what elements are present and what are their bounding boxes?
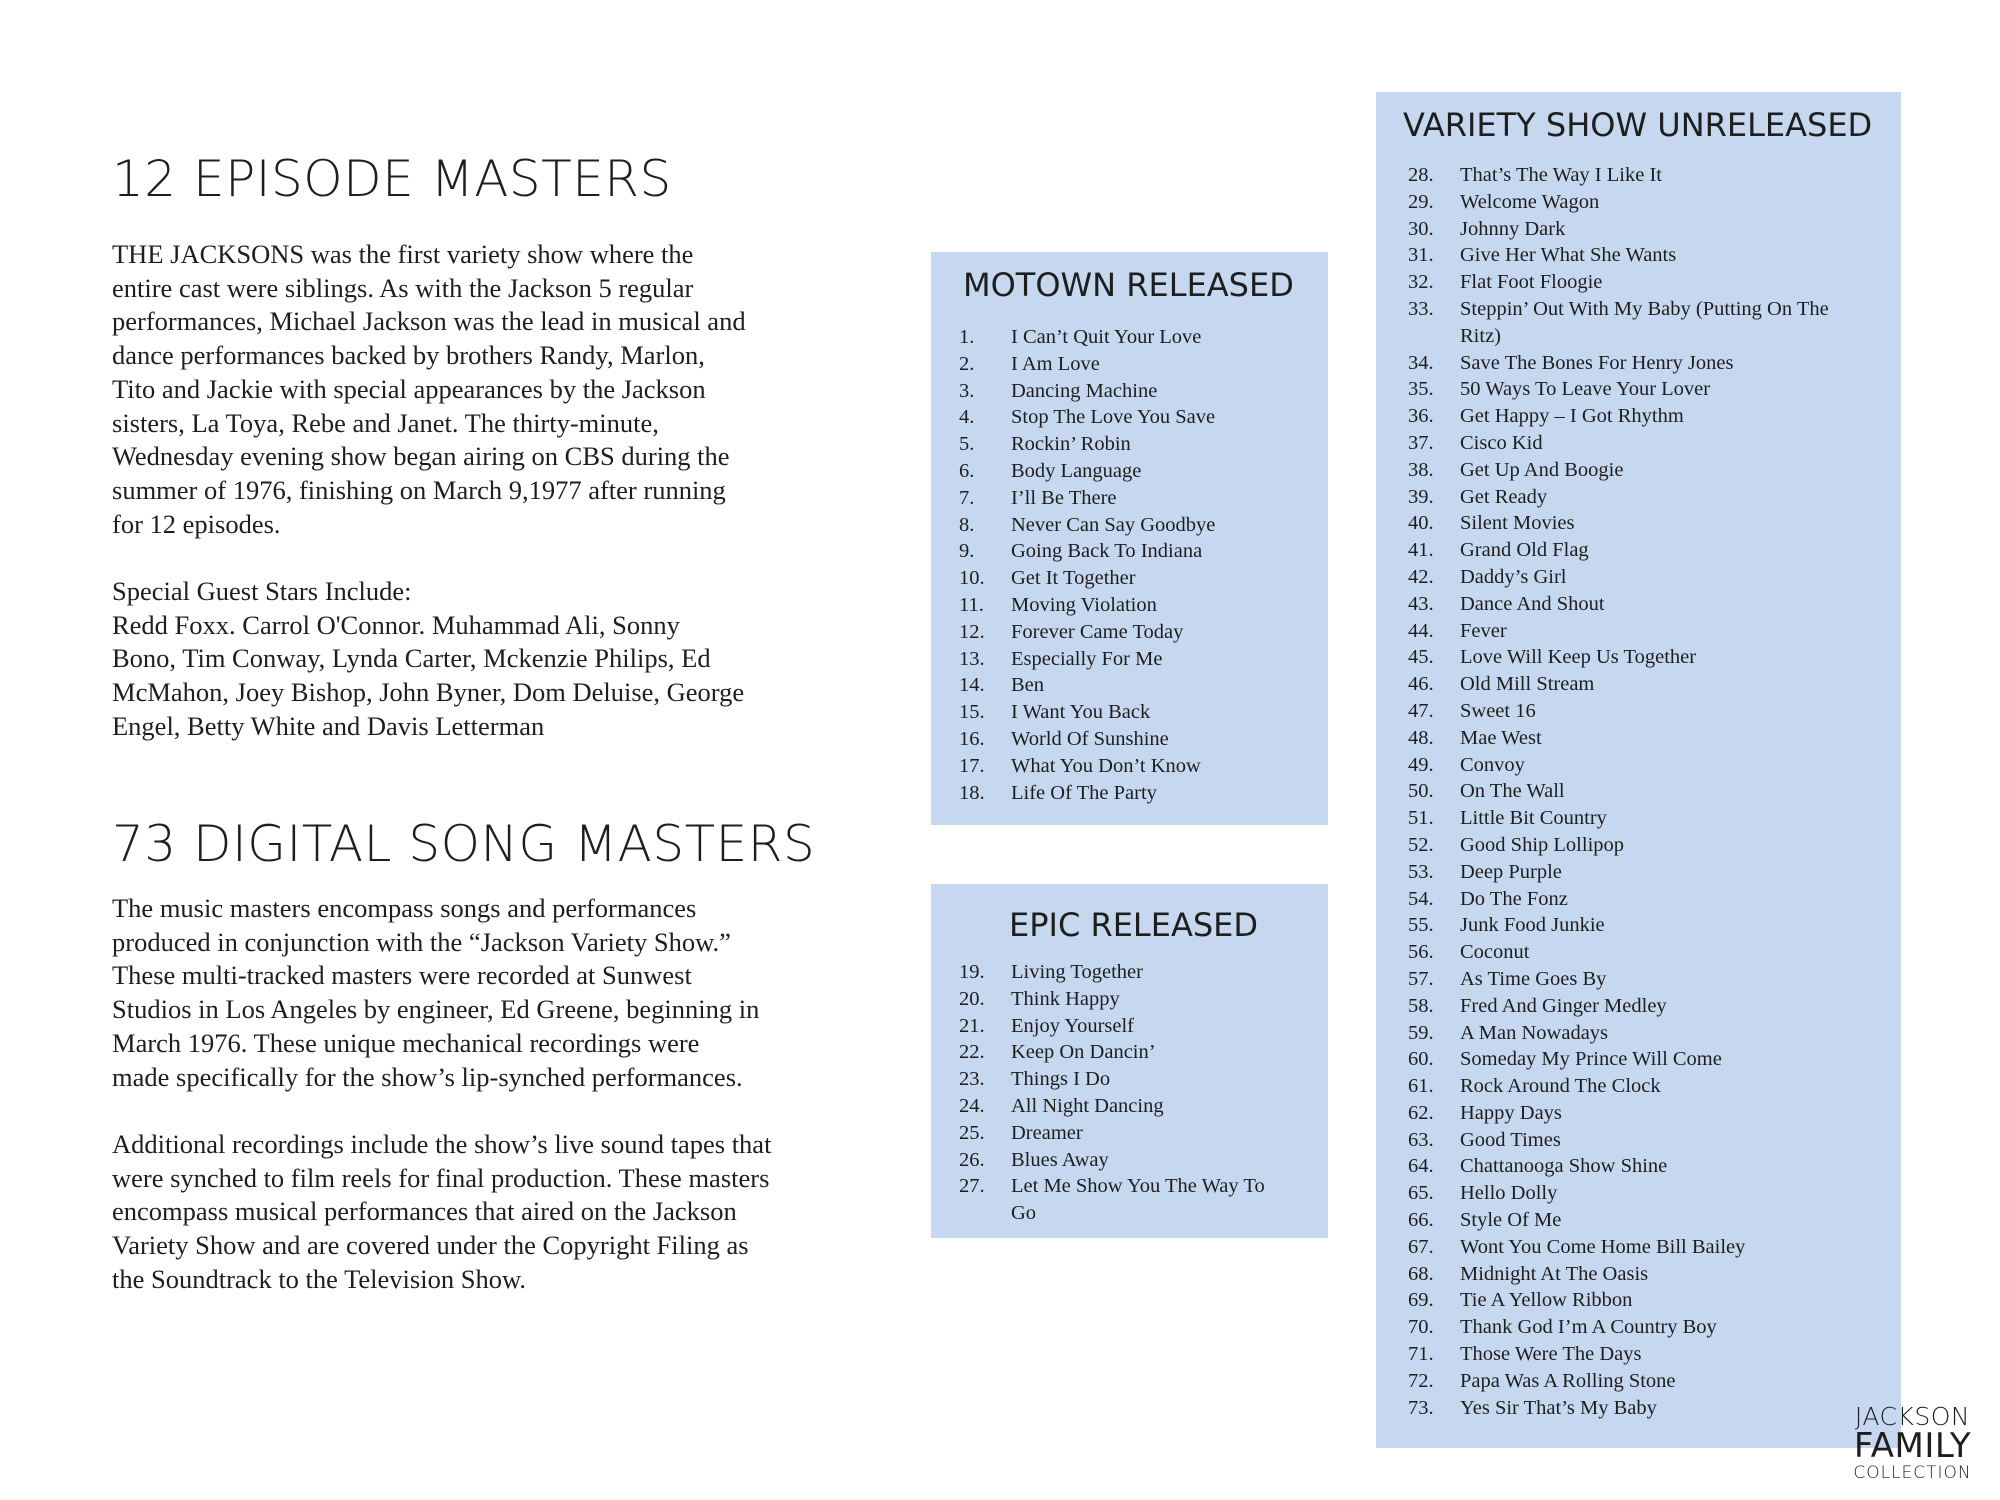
- text-line: Additional recordings include the show’s live sound tapes that: [112, 1128, 772, 1159]
- track-item: [959, 726, 1314, 753]
- track-number: 36.: [1408, 405, 1434, 428]
- track-item: [959, 1066, 1289, 1093]
- variety-track-list: [1408, 162, 1848, 1421]
- track-title: Get Ready: [1460, 485, 1548, 508]
- track-item: [1408, 805, 1848, 832]
- track-title: Get It Together: [1011, 567, 1136, 590]
- track-title: Save The Bones For Henry Jones: [1460, 351, 1734, 374]
- track-item: [1408, 993, 1848, 1020]
- track-number: 72.: [1408, 1369, 1434, 1392]
- track-number: 5.: [959, 433, 975, 456]
- track-item: [959, 351, 1314, 378]
- track-title: Wont You Come Home Bill Bailey: [1460, 1235, 1746, 1258]
- epic-released-panel: [931, 884, 1328, 1238]
- guest-stars-line: Engel, Betty White and Davis Letterman: [112, 710, 545, 741]
- track-item: [959, 959, 1289, 986]
- track-item: [1408, 1100, 1848, 1127]
- track-item: [959, 672, 1314, 699]
- song-masters-description: [112, 892, 822, 1296]
- track-item: [1408, 457, 1848, 484]
- track-number: 45.: [1408, 646, 1434, 669]
- track-number: 40.: [1408, 512, 1434, 535]
- track-title: Stop The Love You Save: [1011, 406, 1216, 429]
- track-number: 70.: [1408, 1316, 1434, 1339]
- text-line: performances, Michael Jackson was the lead in musical and: [112, 306, 746, 337]
- track-title: I Can’t Quit Your Love: [1011, 326, 1202, 348]
- track-number: 37.: [1408, 431, 1434, 454]
- track-item: [959, 404, 1314, 431]
- track-item: [1408, 537, 1848, 564]
- track-title: Yes Sir That’s My Baby: [1460, 1396, 1657, 1419]
- track-item: [1408, 162, 1848, 189]
- track-title: Going Back To Indiana: [1011, 540, 1203, 563]
- variety-unreleased-title: VARIETY SHOW UNRELEASED: [1403, 106, 1873, 144]
- track-item: [1408, 484, 1848, 511]
- text-line: for 12 episodes.: [112, 508, 281, 539]
- track-item: [959, 592, 1314, 619]
- track-number: 65.: [1408, 1182, 1434, 1205]
- track-title: Flat Foot Floogie: [1460, 271, 1603, 294]
- track-item: [959, 780, 1314, 807]
- track-title: Dancing Machine: [1011, 379, 1158, 402]
- track-number: 43.: [1408, 592, 1434, 615]
- track-item: [959, 1147, 1289, 1174]
- track-item: [959, 699, 1314, 726]
- track-item: [1408, 1153, 1848, 1180]
- track-number: 46.: [1408, 673, 1434, 696]
- track-number: 14.: [959, 674, 985, 697]
- track-number: 41.: [1408, 539, 1434, 562]
- track-title: Sweet 16: [1460, 699, 1536, 722]
- track-number: 11.: [959, 593, 984, 616]
- track-title: Ben: [1011, 674, 1045, 697]
- motown-released-title: MOTOWN RELEASED: [963, 266, 1294, 304]
- track-title: Body Language: [1011, 459, 1142, 482]
- logo-line: JACKSON: [1854, 1402, 1971, 1431]
- track-item: [1408, 1234, 1848, 1261]
- text-line: the Soundtrack to the Television Show.: [112, 1263, 526, 1294]
- track-number: 73.: [1408, 1396, 1434, 1419]
- track-number: 13.: [959, 647, 985, 670]
- track-title: Good Ship Lollipop: [1460, 833, 1625, 856]
- track-title: Moving Violation: [1011, 593, 1157, 616]
- track-item: [1408, 376, 1848, 403]
- track-number: 60.: [1408, 1048, 1434, 1071]
- text-line: were synched to film reels for final production. These masters: [112, 1162, 770, 1193]
- track-number: 39.: [1408, 485, 1434, 508]
- track-number: 71.: [1408, 1343, 1434, 1366]
- track-item: [959, 538, 1314, 565]
- track-title: Do The Fonz: [1460, 887, 1568, 910]
- track-number: 48.: [1408, 726, 1434, 749]
- episode-masters-description: [112, 238, 822, 744]
- text-line: encompass musical performances that aired on the Jackson: [112, 1196, 737, 1227]
- episode-masters-heading: 12 EPISODE MASTERS: [112, 150, 672, 208]
- track-number: 56.: [1408, 941, 1434, 964]
- track-title: Things I Do: [1011, 1068, 1111, 1091]
- track-title: Give Her What She Wants: [1460, 244, 1677, 267]
- song-masters-heading: 73 DIGITAL SONG MASTERS: [112, 815, 816, 873]
- track-title: Daddy’s Girl: [1460, 565, 1567, 588]
- track-number: 50.: [1408, 780, 1434, 803]
- track-number: 49.: [1408, 753, 1434, 776]
- guest-stars-label: Special Guest Stars Include:: [112, 576, 412, 607]
- track-number: 28.: [1408, 164, 1434, 186]
- track-number: 54.: [1408, 887, 1434, 910]
- track-number: 16.: [959, 727, 985, 750]
- track-item: [1408, 1020, 1848, 1047]
- track-item: [1408, 1261, 1848, 1288]
- track-number: 2.: [959, 352, 975, 375]
- track-number: 31.: [1408, 244, 1434, 267]
- track-item: [959, 565, 1314, 592]
- track-number: 30.: [1408, 217, 1434, 240]
- track-item: [1408, 752, 1848, 779]
- track-title: Rock Around The Clock: [1460, 1075, 1661, 1098]
- track-item: [1408, 1046, 1848, 1073]
- variety-unreleased-panel: [1376, 92, 1901, 1448]
- track-item: [959, 1120, 1289, 1147]
- track-title: Especially For Me: [1011, 647, 1163, 670]
- track-item: [1408, 912, 1848, 939]
- track-number: 6.: [959, 459, 975, 482]
- track-number: 22.: [959, 1041, 985, 1064]
- track-number: 15.: [959, 701, 985, 724]
- track-item: [959, 1013, 1289, 1040]
- track-number: 19.: [959, 961, 985, 983]
- text-line: sisters, La Toya, Rebe and Janet. The thirty-minute,: [112, 407, 659, 438]
- track-title: Happy Days: [1460, 1101, 1562, 1124]
- text-line: dance performances backed by brothers Randy, Marlon,: [112, 340, 705, 371]
- track-title: Someday My Prince Will Come: [1460, 1048, 1722, 1071]
- track-number: 42.: [1408, 565, 1434, 588]
- track-title: Papa Was A Rolling Stone: [1460, 1369, 1676, 1392]
- epic-released-title: EPIC RELEASED: [1009, 906, 1259, 944]
- track-title: Convoy: [1460, 753, 1525, 776]
- guest-stars-line: Redd Foxx. Carrol O'Connor. Muhammad Ali, Sonny: [112, 609, 680, 640]
- text-line: These multi-tracked masters were recorded at Sunwest: [112, 960, 692, 991]
- track-title: Those Were The Days: [1460, 1343, 1642, 1366]
- track-item: [959, 324, 1314, 351]
- track-item: [1408, 189, 1848, 216]
- track-title: Cisco Kid: [1460, 431, 1543, 454]
- text-line: The music masters encompass songs and performances: [112, 893, 697, 923]
- track-item: [959, 986, 1289, 1013]
- track-title: Life Of The Party: [1011, 781, 1157, 804]
- track-title: Coconut: [1460, 941, 1530, 964]
- track-title: Never Can Say Goodbye: [1011, 513, 1216, 536]
- track-title: Old Mill Stream: [1460, 673, 1595, 696]
- logo-line: COLLECTION: [1853, 1463, 1972, 1483]
- track-item: [1408, 886, 1848, 913]
- text-line: made specifically for the show’s lip-synched performances.: [112, 1061, 743, 1092]
- track-number: 32.: [1408, 271, 1434, 294]
- track-title: Get Up And Boogie: [1460, 458, 1624, 481]
- track-item: [1408, 1127, 1848, 1154]
- track-item: [1408, 269, 1848, 296]
- track-item: [959, 431, 1314, 458]
- text-line: Studios in Los Angeles by engineer, Ed Greene, beginning in: [112, 994, 760, 1025]
- track-item: [1408, 671, 1848, 698]
- track-title: Silent Movies: [1460, 512, 1575, 535]
- track-title: Good Times: [1460, 1128, 1561, 1151]
- track-number: 53.: [1408, 860, 1434, 883]
- track-item: [1408, 725, 1848, 752]
- track-number: 68.: [1408, 1262, 1434, 1285]
- text-line: March 1976. These unique mechanical recordings were: [112, 1027, 700, 1058]
- track-item: [959, 619, 1314, 646]
- track-item: [1408, 1368, 1848, 1395]
- track-item: [1408, 1287, 1848, 1314]
- track-number: 23.: [959, 1068, 985, 1091]
- track-title: Little Bit Country: [1460, 807, 1607, 830]
- track-number: 24.: [959, 1094, 985, 1117]
- track-title: Fever: [1460, 619, 1507, 642]
- track-item: [1408, 859, 1848, 886]
- track-title: Steppin’ Out With My Baby (Putting On The Ritz): [1460, 297, 1829, 347]
- track-number: 62.: [1408, 1101, 1434, 1124]
- track-number: 18.: [959, 781, 985, 804]
- track-title: Get Happy – I Got Rhythm: [1460, 405, 1684, 428]
- track-item: [959, 753, 1314, 780]
- track-number: 59.: [1408, 1021, 1434, 1044]
- track-item: [1408, 832, 1848, 859]
- track-number: 9.: [959, 540, 975, 563]
- track-title: I’ll Be There: [1011, 486, 1117, 509]
- track-item: [1408, 644, 1848, 671]
- guest-stars-line: McMahon, Joey Bishop, John Byner, Dom Deluise, George: [112, 677, 745, 708]
- track-title: Hello Dolly: [1460, 1182, 1558, 1205]
- track-item: [959, 646, 1314, 673]
- track-title: Chattanooga Show Shine: [1460, 1155, 1668, 1178]
- track-title: Enjoy Yourself: [1011, 1014, 1135, 1037]
- track-item: [1408, 1314, 1848, 1341]
- track-title: Dreamer: [1011, 1121, 1083, 1144]
- track-title: Welcome Wagon: [1460, 190, 1600, 213]
- track-item: [1408, 510, 1848, 537]
- track-title: Let Me Show You The Way To Go: [1011, 1175, 1265, 1225]
- track-title: Think Happy: [1011, 987, 1120, 1010]
- track-number: 26.: [959, 1148, 985, 1171]
- track-number: 8.: [959, 513, 975, 536]
- track-number: 69.: [1408, 1289, 1434, 1312]
- track-item: [959, 512, 1314, 539]
- track-title: What You Don’t Know: [1011, 754, 1201, 777]
- track-item: [1408, 778, 1848, 805]
- motown-released-panel: [931, 252, 1328, 825]
- motown-track-list: [959, 324, 1314, 806]
- track-item: [1408, 242, 1848, 269]
- track-title: Midnight At The Oasis: [1460, 1262, 1649, 1285]
- track-item: [1408, 430, 1848, 457]
- track-title: Love Will Keep Us Together: [1460, 646, 1697, 669]
- track-number: 61.: [1408, 1075, 1434, 1098]
- track-number: 58.: [1408, 994, 1434, 1017]
- track-number: 21.: [959, 1014, 985, 1037]
- track-number: 34.: [1408, 351, 1434, 374]
- track-item: [1408, 618, 1848, 645]
- track-item: [1408, 1395, 1848, 1422]
- track-title: I Am Love: [1011, 352, 1100, 375]
- track-number: 10.: [959, 567, 985, 590]
- logo-line: FAMILY: [1853, 1426, 1972, 1466]
- track-title: Mae West: [1460, 726, 1542, 749]
- track-title: Dance And Shout: [1460, 592, 1605, 615]
- track-title: A Man Nowadays: [1460, 1021, 1609, 1044]
- track-title: Blues Away: [1011, 1148, 1109, 1171]
- track-number: 55.: [1408, 914, 1434, 937]
- track-number: 67.: [1408, 1235, 1434, 1258]
- track-item: [1408, 564, 1848, 591]
- track-item: [959, 1039, 1289, 1066]
- track-title: I Want You Back: [1011, 701, 1151, 724]
- epic-track-list: [959, 959, 1289, 1227]
- text-line: entire cast were siblings. As with the Jackson 5 regular: [112, 272, 694, 303]
- track-item: [1408, 350, 1848, 377]
- track-number: 27.: [959, 1175, 985, 1198]
- track-number: 1.: [959, 326, 975, 348]
- track-number: 52.: [1408, 833, 1434, 856]
- track-number: 17.: [959, 754, 985, 777]
- track-title: Tie A Yellow Ribbon: [1460, 1289, 1633, 1312]
- track-item: [959, 378, 1314, 405]
- track-number: 35.: [1408, 378, 1434, 401]
- track-title: That’s The Way I Like It: [1460, 164, 1662, 186]
- track-item: [1408, 1207, 1848, 1234]
- track-title: Living Together: [1011, 961, 1143, 983]
- track-item: [1408, 966, 1848, 993]
- track-title: Rockin’ Robin: [1011, 433, 1131, 456]
- track-number: 12.: [959, 620, 985, 643]
- track-number: 25.: [959, 1121, 985, 1144]
- track-number: 29.: [1408, 190, 1434, 213]
- track-number: 33.: [1408, 297, 1434, 320]
- track-number: 47.: [1408, 699, 1434, 722]
- track-item: [959, 1093, 1289, 1120]
- track-title: Junk Food Junkie: [1460, 914, 1605, 937]
- text-line: Tito and Jackie with special appearances by the Jackson: [112, 373, 706, 404]
- track-number: 51.: [1408, 807, 1434, 830]
- track-title: Grand Old Flag: [1460, 539, 1589, 562]
- jackson-family-collection-logo: [1840, 1404, 1985, 1482]
- track-number: 66.: [1408, 1209, 1434, 1232]
- text-line: THE JACKSONS was the first variety show where the: [112, 239, 694, 269]
- text-line: Wednesday evening show began airing on CBS during the: [112, 441, 730, 472]
- track-title: All Night Dancing: [1011, 1094, 1164, 1117]
- track-item: [1408, 403, 1848, 430]
- track-number: 20.: [959, 987, 985, 1010]
- track-title: Style Of Me: [1460, 1209, 1562, 1232]
- text-line: summer of 1976, finishing on March 9,1977 after running: [112, 474, 726, 505]
- track-title: Johnny Dark: [1460, 217, 1566, 240]
- track-number: 38.: [1408, 458, 1434, 481]
- track-number: 7.: [959, 486, 975, 509]
- text-line: produced in conjunction with the “Jackson Variety Show.”: [112, 926, 731, 957]
- track-item: [1408, 939, 1848, 966]
- track-item: [1408, 591, 1848, 618]
- track-title: Forever Came Today: [1011, 620, 1184, 643]
- track-number: 57.: [1408, 967, 1434, 990]
- track-title: 50 Ways To Leave Your Lover: [1460, 378, 1711, 401]
- track-item: [959, 1173, 1289, 1227]
- track-number: 4.: [959, 406, 975, 429]
- track-number: 44.: [1408, 619, 1434, 642]
- track-title: Keep On Dancin’: [1011, 1041, 1156, 1064]
- track-item: [1408, 296, 1848, 350]
- guest-stars-line: Bono, Tim Conway, Lynda Carter, Mckenzie Philips, Ed: [112, 643, 711, 674]
- track-item: [959, 485, 1314, 512]
- track-title: As Time Goes By: [1460, 967, 1607, 990]
- track-number: 63.: [1408, 1128, 1434, 1151]
- text-line: Variety Show and are covered under the Copyright Filing as: [112, 1230, 749, 1261]
- track-item: [1408, 1180, 1848, 1207]
- track-title: Thank God I’m A Country Boy: [1460, 1316, 1717, 1339]
- track-item: [1408, 216, 1848, 243]
- track-number: 3.: [959, 379, 975, 402]
- track-item: [959, 458, 1314, 485]
- track-title: World Of Sunshine: [1011, 727, 1169, 750]
- track-number: 64.: [1408, 1155, 1434, 1178]
- track-title: Deep Purple: [1460, 860, 1562, 883]
- track-item: [1408, 1341, 1848, 1368]
- track-item: [1408, 698, 1848, 725]
- track-title: On The Wall: [1460, 780, 1565, 803]
- track-title: Fred And Ginger Medley: [1460, 994, 1667, 1017]
- track-item: [1408, 1073, 1848, 1100]
